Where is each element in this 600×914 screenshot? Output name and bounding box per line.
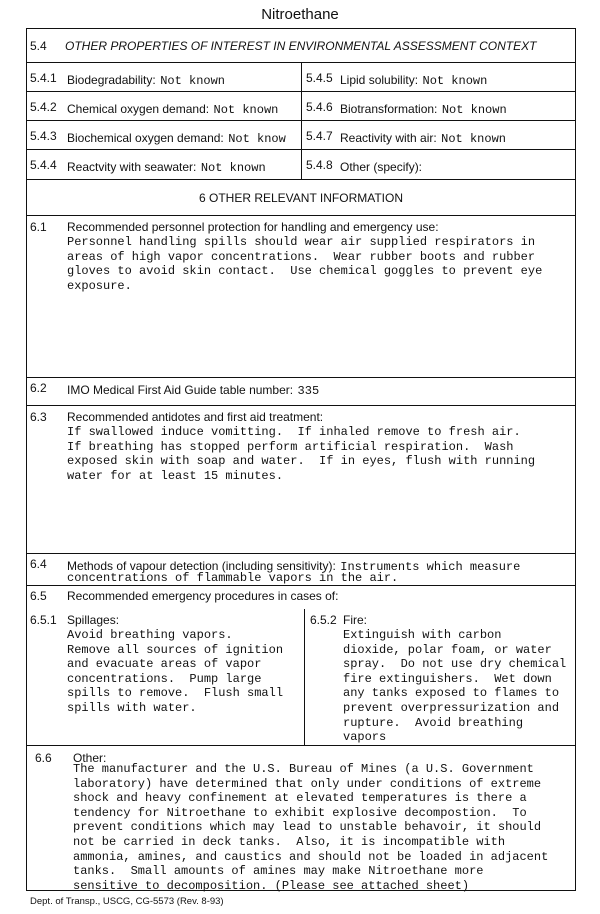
property-field	[67, 71, 225, 89]
section-label: Recommended personnel protection for handling and emergency use:	[67, 220, 439, 234]
section-text: concentrations of flammable vapors in the air.	[67, 571, 399, 585]
divider	[301, 63, 302, 91]
property-field	[340, 158, 422, 176]
property-field	[67, 158, 266, 176]
section-label: Spillages:	[67, 613, 120, 627]
divider	[301, 92, 302, 120]
divider	[301, 121, 302, 149]
section-6-5-cases	[27, 605, 575, 745]
section-number: 6.5	[30, 589, 47, 603]
section-6-6	[27, 745, 575, 892]
property-number: 5.4.1	[30, 71, 57, 85]
property-row	[27, 149, 575, 179]
section-number: 6.3	[30, 410, 47, 424]
property-label: Other (specify):	[340, 160, 423, 174]
property-row	[27, 120, 575, 149]
section-label: Recommended emergency procedures in cases of:	[67, 589, 339, 603]
property-row	[27, 91, 575, 120]
property-number: 5.4.2	[30, 100, 57, 114]
section-label: IMO Medical First Aid Guide table number:	[67, 383, 294, 397]
section-text: If swallowed induce vomitting. If inhaled remove to fresh air. If breathing has stopped perform artificial respiration. Wash exposed skin with soap and water. If in eyes, flush with running water for at least 15 minutes.	[67, 425, 536, 483]
property-field	[67, 100, 278, 118]
property-number: 5.4.4	[30, 158, 57, 172]
property-field	[340, 71, 487, 89]
section-value: 335	[297, 384, 320, 398]
section-label: Fire:	[343, 613, 367, 627]
property-number: 5.4.3	[30, 129, 57, 143]
section-text: Personnel handling spills should wear air supplied respirators in areas of high vapor concentrations. Wear rubber boots and rubber gloves to avoid skin contact. Use chemical goggles to prevent eye exposure.	[67, 235, 543, 293]
section-field	[67, 381, 319, 399]
section-number: 6.5.2	[310, 613, 337, 627]
property-label: Lipid solubility:	[340, 73, 419, 87]
property-field	[340, 100, 507, 118]
section-number: 6.2	[30, 381, 47, 395]
section-number: 6.4	[30, 557, 47, 571]
section-label: Other:	[73, 751, 107, 765]
section-text: Instruments which measure	[340, 560, 521, 574]
section-6-1	[27, 215, 575, 377]
section-number: 6.5.1	[30, 613, 57, 627]
section-5-4-header	[27, 29, 575, 62]
section-text: The manufacturer and the U.S. Bureau of Mines (a U.S. Government laboratory) have determined that only under conditions of extreme shock and heavy confinement at elevated temperatures is there a tendency for Nitroethane to exhibit explosive decompostion. To prevent conditions which may lead to unstable behavoir, it should not be carried in deck tanks. Also, it is incompatible with ammonia, amines, and caustics and should not be loaded in adjacent tanks. Small amounts of amines may make Nitroethane more sensitive to decomposition. (Please see attached sheet)	[73, 762, 549, 893]
section-heading: OTHER PROPERTIES OF INTEREST IN ENVIRONMENTAL ASSESSMENT CONTEXT	[65, 39, 537, 53]
section-number: 5.4	[30, 39, 47, 53]
section-6-4	[27, 553, 575, 585]
footer-form-id: Dept. of Transp., USCG, CG-5573 (Rev. 8-93)	[30, 896, 224, 907]
divider	[301, 150, 302, 179]
section-6-3	[27, 405, 575, 553]
property-row	[27, 62, 575, 91]
section-heading: 6 OTHER RELEVANT INFORMATION	[198, 191, 404, 205]
property-value: Not known	[422, 74, 488, 88]
property-number: 5.4.6	[306, 100, 333, 114]
section-label: Recommended antidotes and first aid treatment:	[67, 410, 324, 424]
property-label: Reactivity with air:	[340, 131, 437, 145]
property-field	[67, 129, 286, 147]
section-6-2	[27, 377, 575, 405]
divider	[304, 609, 305, 745]
property-value: Not known	[441, 103, 507, 117]
property-value: Not known	[441, 132, 506, 146]
property-label: Biodegradability:	[67, 73, 156, 87]
spillage-text: Avoid breathing vapors. Remove all sources of ignition and evacuate areas of vapor concentrations. Pump large spills to remove. Flush small spills with water.	[67, 628, 284, 715]
property-number: 5.4.7	[306, 129, 333, 143]
page-title: Nitroethane	[261, 6, 339, 23]
data-sheet-form	[26, 28, 576, 891]
property-value: Not known	[200, 161, 266, 175]
section-label: Methods of vapour detection (including sensitivity):	[67, 559, 336, 573]
property-label: Biochemical oxygen demand:	[67, 131, 224, 145]
section-number: 6.6	[35, 751, 52, 765]
property-label: Chemical oxygen demand:	[67, 102, 210, 116]
property-label: Biotransformation:	[340, 102, 438, 116]
property-number: 5.4.5	[306, 71, 333, 85]
property-number: 5.4.8	[306, 158, 333, 172]
property-value: Not known	[160, 74, 225, 88]
property-value: Not known	[213, 103, 279, 117]
section-6-header	[27, 179, 575, 215]
property-field	[340, 129, 506, 147]
section-number: 6.1	[30, 220, 47, 234]
section-6-5	[27, 585, 575, 605]
property-value: Not know	[228, 132, 286, 146]
property-label: Reactvity with seawater:	[67, 160, 197, 174]
fire-text: Extinguish with carbon dioxide, polar foam, or water spray. Do not use dry chemical fire extinguishers. Wet down any tanks exposed to flames to prevent overpressurization and rupture. Avoid breathing vapors	[343, 628, 567, 745]
